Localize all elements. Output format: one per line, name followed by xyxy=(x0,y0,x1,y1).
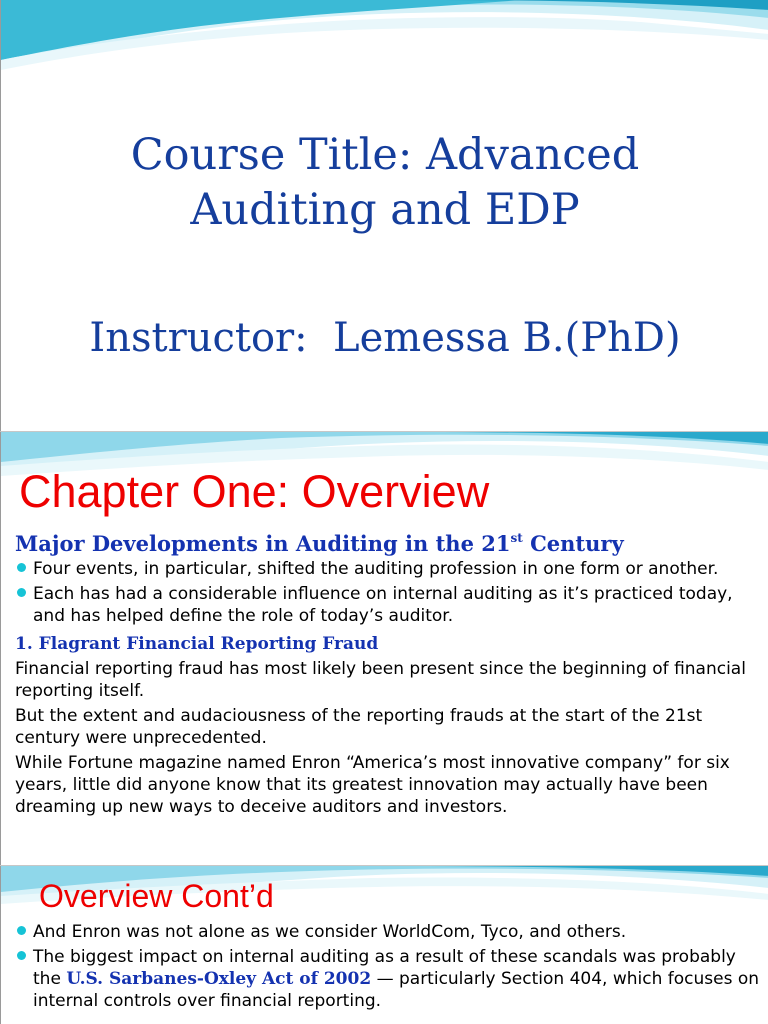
act-name: U.S. Sarbanes-Oxley Act of 2002 xyxy=(66,969,372,989)
section-subheading xyxy=(15,520,765,562)
subheading-superscript: st xyxy=(510,531,523,545)
course-title-line1: Course Title: Advanced xyxy=(130,130,640,180)
bullet-text-end: — particularly Section 404, which focuses on internal controls over financial reporting. xyxy=(33,969,760,1011)
paragraph: While Fortune magazine named Enron “America’s most innovative company” for six years, little did anyone know that its greatest innovation may actually have been dreaming up new ways to deceive auditors and investors. xyxy=(15,753,730,817)
bullet-text: And Enron was not alone as we consider WorldCom, Tyco, and others. xyxy=(33,922,627,942)
slide-title xyxy=(0,0,768,432)
list-item xyxy=(15,583,760,627)
chapter-title: Chapter One: Overview xyxy=(19,466,490,517)
paragraph: But the extent and audaciousness of the reporting frauds at the start of the 21st century were unprecedented. xyxy=(15,706,703,748)
list-item xyxy=(15,946,760,1012)
list-item xyxy=(15,558,760,580)
instructor-line: Instructor: Lemessa B.(PhD) xyxy=(89,315,681,361)
bullet-text: Each has had a considerable influence on internal auditing as it’s practiced today, and has helped define the role of today’s auditor. xyxy=(33,584,733,626)
numbered-heading: 1. Flagrant Financial Reporting Fraud xyxy=(15,634,379,654)
list-item xyxy=(15,921,760,943)
subheading-text: Major Developments in Auditing in the 21 xyxy=(15,531,511,556)
bullet-dot-icon xyxy=(17,951,26,960)
bullet-dot-icon xyxy=(17,563,26,572)
slide-overview-contd xyxy=(0,866,768,1024)
bullet-dot-icon xyxy=(17,926,26,935)
bullet-text: Four events, in particular, shifted the auditing profession in one form or another. xyxy=(33,559,719,579)
subheading-end: Century xyxy=(522,531,624,556)
bullet-dot-icon xyxy=(17,588,26,597)
course-title-line2: Auditing and EDP xyxy=(190,185,580,235)
paragraph: Financial reporting fraud has most likely been present since the beginning of financial reporting itself. xyxy=(15,659,746,701)
overview-body xyxy=(15,921,760,1015)
slide-chapter-one xyxy=(0,432,768,866)
wave-banner xyxy=(1,0,768,80)
bullet-text: The biggest impact on internal auditing as a result of these scandals was probably the xyxy=(33,947,736,989)
overview-contd-title: Overview Cont’d xyxy=(39,878,274,914)
course-title xyxy=(1,128,768,238)
chapter-body xyxy=(15,558,760,821)
